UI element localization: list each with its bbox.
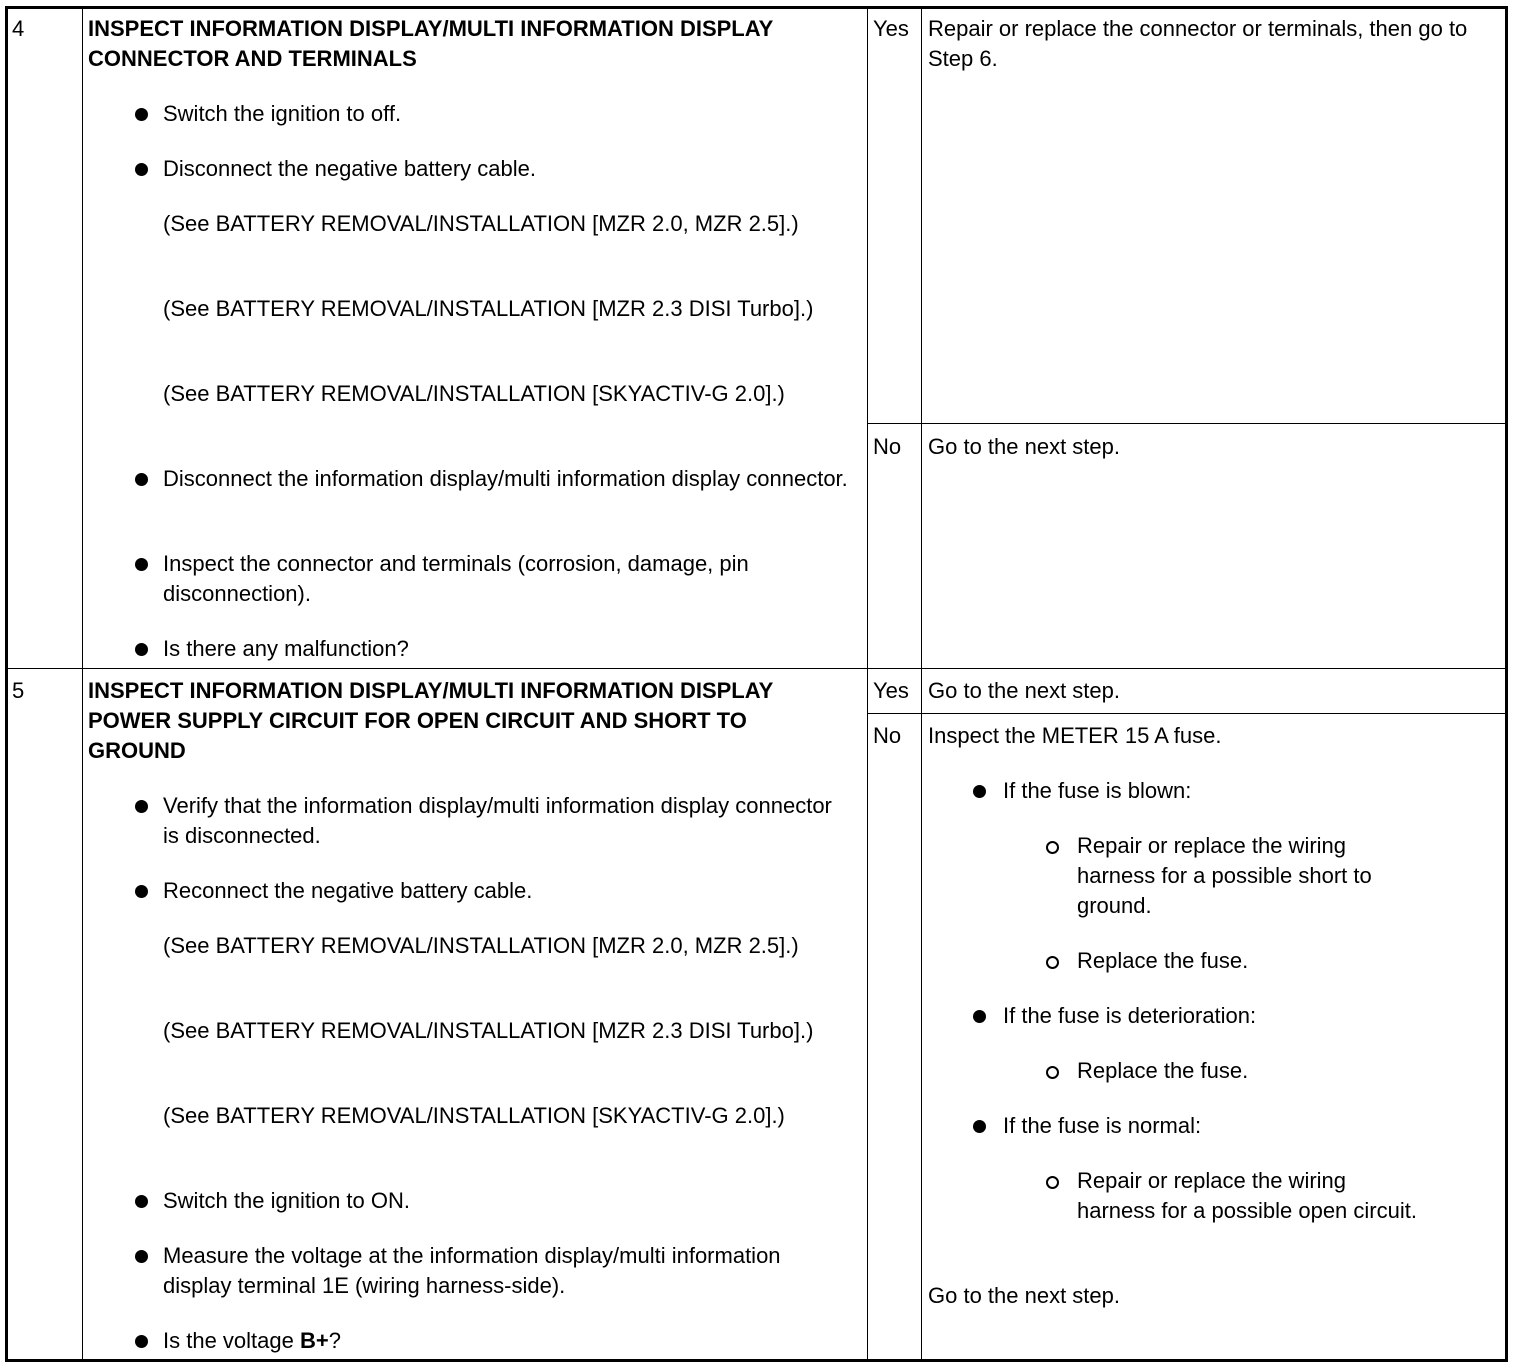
reference-note: (See BATTERY REMOVAL/INSTALLATION [MZR 2.3 DISI Turbo].) <box>163 1018 814 1043</box>
bullet-icon <box>973 1120 986 1133</box>
row-divider-step4-step5 <box>8 668 1505 669</box>
step-instruction: Inspect the connector and terminals (corrosion, damage, pin disconnection). <box>163 551 749 606</box>
sub-bullet-icon <box>1046 956 1059 969</box>
no-label: No <box>873 434 902 459</box>
step-question: Is there any malfunction? <box>163 636 409 661</box>
action-item: Replace the fuse. <box>1077 1058 1249 1083</box>
bullet-icon <box>135 643 148 656</box>
bullet-icon <box>973 1010 986 1023</box>
step-instruction: Verify that the information display/multi information display connector is disconnected. <box>163 793 832 848</box>
step-instruction: Reconnect the negative battery cable. <box>163 878 533 903</box>
step-number: 4 <box>12 16 25 41</box>
condition-item: If the fuse is blown: <box>1003 778 1192 803</box>
column-divider-condition <box>867 9 868 1359</box>
step-title: INSPECT INFORMATION DISPLAY/MULTI INFORMATION DISPLAY CONNECTOR AND TERMINALS <box>88 16 773 71</box>
question-text: Is the voltage <box>163 1328 300 1353</box>
reference-note: (See BATTERY REMOVAL/INSTALLATION [MZR 2.0, MZR 2.5].) <box>163 211 799 236</box>
no-action: Go to the next step. <box>928 434 1121 459</box>
step-number: 5 <box>12 678 25 703</box>
action-item: Repair or replace the wiring harness for a possible open circuit. <box>1077 1168 1417 1223</box>
bullet-icon <box>135 800 148 813</box>
step-instruction: Switch the ignition to ON. <box>163 1188 411 1213</box>
action-item: Replace the fuse. <box>1077 948 1249 973</box>
reference-note: (See BATTERY REMOVAL/INSTALLATION [SKYACTIV-G 2.0].) <box>163 381 785 406</box>
reference-note: (See BATTERY REMOVAL/INSTALLATION [MZR 2.3 DISI Turbo].) <box>163 296 814 321</box>
sub-bullet-icon <box>1046 1066 1059 1079</box>
no-label: No <box>873 723 902 748</box>
step-instruction: Measure the voltage at the information display/multi information display terminal 1E (wiring harness-side). <box>163 1243 781 1298</box>
yes-label: Yes <box>873 16 909 41</box>
bullet-icon <box>135 473 148 486</box>
row-divider-step5-yes-no <box>867 713 1505 714</box>
row-divider-step4-yes-no <box>867 423 1505 424</box>
action-item: Repair or replace the wiring harness for a possible short to ground. <box>1077 833 1372 918</box>
voltage-value: B+ <box>299 1328 329 1353</box>
no-action-outro: Go to the next step. <box>928 1283 1121 1308</box>
bullet-icon <box>135 885 148 898</box>
bullet-icon <box>135 1335 148 1348</box>
bullet-icon <box>135 163 148 176</box>
sub-bullet-icon <box>1046 841 1059 854</box>
no-action-intro: Inspect the METER 15 A fuse. <box>928 723 1222 748</box>
question-mark: ? <box>328 1328 341 1353</box>
sub-bullet-icon <box>1046 1176 1059 1189</box>
step-instruction: Switch the ignition to off. <box>163 101 402 126</box>
yes-action: Go to the next step. <box>928 678 1121 703</box>
yes-label: Yes <box>873 678 909 703</box>
step-instruction: Disconnect the information display/multi information display connector. <box>163 466 848 491</box>
bullet-icon <box>973 785 986 798</box>
condition-item: If the fuse is deterioration: <box>1003 1003 1257 1028</box>
bullet-icon <box>135 558 148 571</box>
bullet-icon <box>135 1195 148 1208</box>
yes-action: Repair or replace the connector or terminals, then go to Step 6. <box>928 16 1468 71</box>
reference-note: (See BATTERY REMOVAL/INSTALLATION [SKYACTIV-G 2.0].) <box>163 1103 785 1128</box>
step-title: INSPECT INFORMATION DISPLAY/MULTI INFORMATION DISPLAY POWER SUPPLY CIRCUIT FOR OPEN CIRCUIT AND SHORT TO GROUND <box>88 678 773 763</box>
column-divider-number <box>82 9 83 1359</box>
bullet-icon <box>135 108 148 121</box>
bullet-icon <box>135 1250 148 1263</box>
column-divider-result <box>921 9 922 1359</box>
condition-item: If the fuse is normal: <box>1003 1113 1202 1138</box>
step-question <box>163 1326 853 1356</box>
procedure-table <box>5 6 1508 1362</box>
step-instruction: Disconnect the negative battery cable. <box>163 156 537 181</box>
reference-note: (See BATTERY REMOVAL/INSTALLATION [MZR 2.0, MZR 2.5].) <box>163 933 799 958</box>
